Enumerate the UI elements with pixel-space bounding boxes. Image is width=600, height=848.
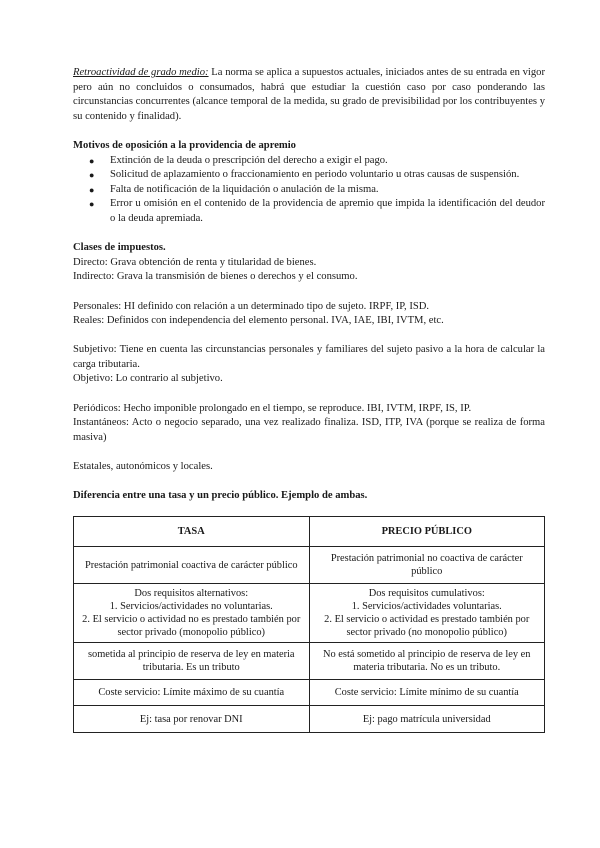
table-cell: Ej: tasa por renovar DNI bbox=[74, 706, 310, 733]
table-row bbox=[74, 643, 545, 680]
list-item: ● Error u omisión en el contenido de la providencia de apremio que impida la identificación del deudor o la deuda apremiada. bbox=[89, 198, 545, 224]
table-cell: Dos requisitos cumulativos: 1. Servicios/actividades voluntarias. 2. El servicio o actividad es prestado también por sector privado (no monopolio público) bbox=[309, 584, 545, 643]
bullet-icon: ● bbox=[89, 170, 95, 181]
retroactividad-label: Retroactividad de grado medio: bbox=[73, 67, 209, 78]
indirecto-line: Indirecto: Grava la transmisión de bienes o derechos y el consumo. bbox=[73, 271, 358, 283]
tasa-precio-table bbox=[73, 516, 545, 733]
personales-line: Personales: HI definido con relación a un determinado tipo de sujeto. IRPF, IP, ISD. bbox=[73, 300, 430, 312]
table-cell: Ej: pago matrícula universidad bbox=[309, 706, 545, 733]
table-header-row bbox=[74, 517, 545, 547]
subjetivo-line: Subjetivo: Tiene en cuenta las circunstancias personales y familiares del sujeto pasivo a la hora de calcular la carga tributaria. bbox=[73, 344, 545, 370]
motivos-heading: Motivos de oposición a la providencia de apremio bbox=[73, 139, 296, 151]
table-cell: Coste servicio: Límite mínimo de su cuantía bbox=[309, 680, 545, 706]
motivos-list bbox=[73, 154, 545, 227]
diferencia-heading: Diferencia entre una tasa y un precio público. Ejemplo de ambas. bbox=[73, 490, 368, 502]
precio-header: PRECIO PÚBLICO bbox=[309, 517, 545, 547]
document-body bbox=[73, 66, 545, 504]
reales-line: Reales: Definidos con independencia del elemento personal. IVA, IAE, IBI, IVTM, etc. bbox=[73, 315, 444, 327]
table-cell: Coste servicio: Límite máximo de su cuantía bbox=[74, 680, 310, 706]
estatales-line: Estatales, autonómicos y locales. bbox=[73, 461, 213, 473]
table-cell: Prestación patrimonial coactiva de carácter público bbox=[74, 547, 310, 584]
retroactividad-paragraph bbox=[73, 66, 545, 124]
clases-heading: Clases de impuestos. bbox=[73, 242, 166, 254]
table-row bbox=[74, 706, 545, 733]
retroactividad-text: La norma se aplica a supuestos actuales, iniciados antes de su entrada en vigor pero aún no concluidos o consumados, habrá que estudiar la cuestión caso por caso ponderando las circunstancias concurrentes (alcance temporal de la medida, su grado de previsibilidad por los contribuyentes y su contenido y finalidad). bbox=[73, 67, 545, 122]
tasa-header: TASA bbox=[74, 517, 310, 547]
table-row bbox=[74, 547, 545, 584]
objetivo-line: Objetivo: Lo contrario al subjetivo. bbox=[73, 373, 223, 385]
periodicos-line: Periódicos: Hecho imponible prolongado en el tiempo, se reproduce. IBI, IVTM, IRPF, IS, IP. bbox=[73, 402, 472, 414]
table-row bbox=[74, 680, 545, 706]
table-cell: sometida al principio de reserva de ley en materia tributaria. Es un tributo bbox=[74, 643, 310, 680]
table-cell: Dos requisitos alternativos: 1. Servicios/actividades no voluntarias. 2. El servicio o actividad no es prestado también por sector privado (monopolio público) bbox=[74, 584, 310, 643]
list-item: ● Solicitud de aplazamiento o fraccionamiento en periodo voluntario u otras causas de suspensión. bbox=[73, 168, 545, 183]
list-item: ● Falta de notificación de la liquidación o anulación de la misma. bbox=[73, 183, 545, 198]
table-cell: No está sometido al principio de reserva de ley en materia tributaria. No es un tributo. bbox=[309, 643, 545, 680]
list-item: ● Extinción de la deuda o prescripción del derecho a exigir el pago. bbox=[73, 154, 545, 169]
bullet-icon: ● bbox=[89, 155, 95, 166]
table-row bbox=[74, 584, 545, 643]
bullet-icon: ● bbox=[89, 184, 95, 195]
bullet-icon: ● bbox=[89, 199, 95, 210]
table-cell: Prestación patrimonial no coactiva de carácter público bbox=[309, 547, 545, 584]
instantaneos-line: Instantáneos: Acto o negocio separado, una vez realizado finaliza. ISD, ITP, IVA (porque se realiza de forma masiva) bbox=[73, 417, 545, 443]
directo-line: Directo: Grava obtención de renta y titularidad de bienes. bbox=[73, 256, 317, 268]
